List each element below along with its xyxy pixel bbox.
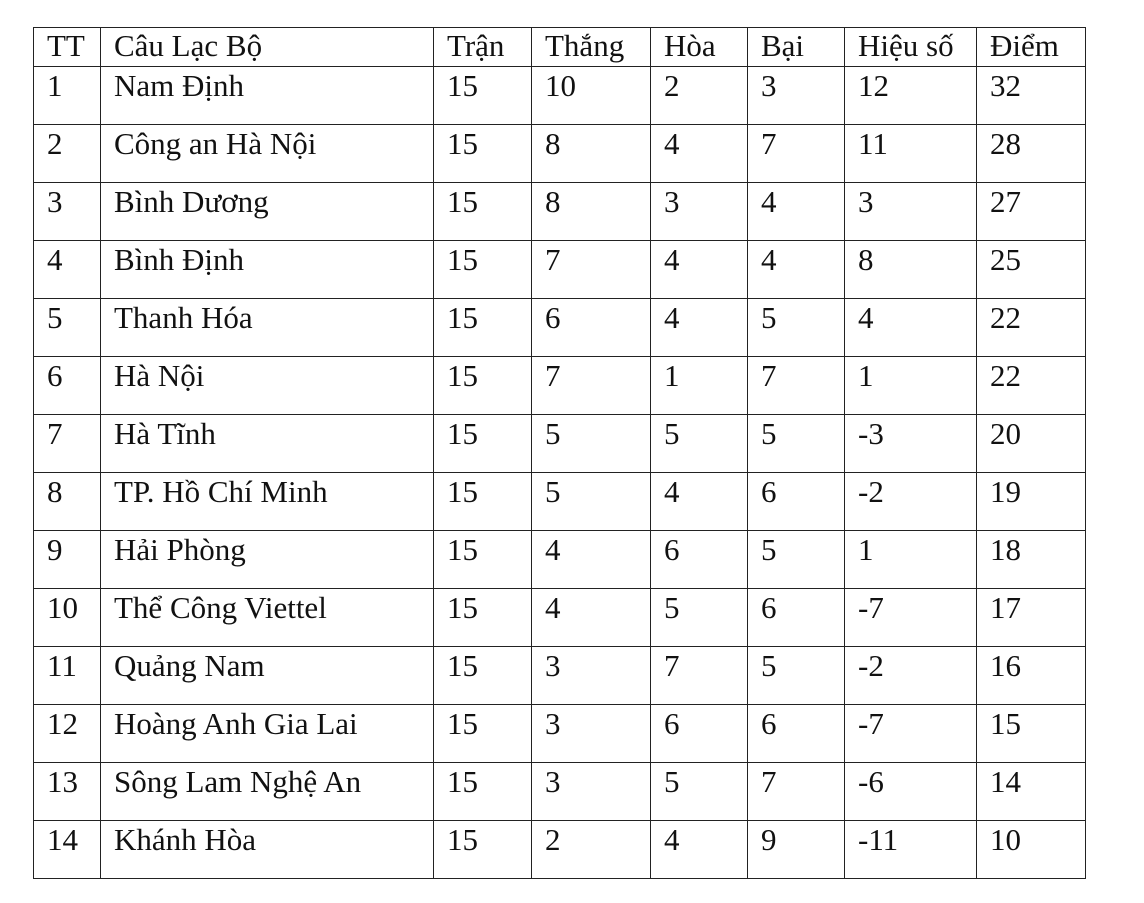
played-cell: 15 [434,357,532,415]
goal-difference-cell: 4 [845,299,977,357]
column-header-wins: Thắng [532,28,651,67]
points-cell: 15 [977,705,1086,763]
points-cell: 20 [977,415,1086,473]
club-cell: Thanh Hóa [101,299,434,357]
losses-cell: 4 [748,183,845,241]
wins-cell: 7 [532,357,651,415]
points-cell: 10 [977,821,1086,879]
draws-cell: 6 [651,705,748,763]
rank-cell: 14 [34,821,101,879]
draws-cell: 6 [651,531,748,589]
points-cell: 14 [977,763,1086,821]
wins-cell: 5 [532,415,651,473]
club-cell: Công an Hà Nội [101,125,434,183]
column-header-draws: Hòa [651,28,748,67]
wins-cell: 5 [532,473,651,531]
played-cell: 15 [434,67,532,125]
column-header-rank: TT [34,28,101,67]
draws-cell: 3 [651,183,748,241]
column-header-club: Câu Lạc Bộ [101,28,434,67]
played-cell: 15 [434,183,532,241]
goal-difference-cell: -3 [845,415,977,473]
wins-cell: 6 [532,299,651,357]
losses-cell: 7 [748,125,845,183]
draws-cell: 4 [651,473,748,531]
column-header-points: Điểm [977,28,1086,67]
wins-cell: 4 [532,531,651,589]
rank-cell: 8 [34,473,101,531]
losses-cell: 6 [748,705,845,763]
club-cell: Hoàng Anh Gia Lai [101,705,434,763]
table-body [34,67,1086,879]
table-row [34,125,1086,183]
club-cell: Quảng Nam [101,647,434,705]
draws-cell: 4 [651,299,748,357]
rank-cell: 1 [34,67,101,125]
points-cell: 18 [977,531,1086,589]
draws-cell: 2 [651,67,748,125]
club-cell: Sông Lam Nghệ An [101,763,434,821]
table-row [34,67,1086,125]
wins-cell: 3 [532,647,651,705]
points-cell: 22 [977,299,1086,357]
table-row [34,415,1086,473]
table-row [34,589,1086,647]
played-cell: 15 [434,821,532,879]
wins-cell: 7 [532,241,651,299]
club-cell: Hải Phòng [101,531,434,589]
table-row [34,299,1086,357]
table-row [34,705,1086,763]
wins-cell: 2 [532,821,651,879]
table-row [34,183,1086,241]
club-cell: Khánh Hòa [101,821,434,879]
table-row [34,763,1086,821]
goal-difference-cell: -2 [845,647,977,705]
wins-cell: 8 [532,125,651,183]
losses-cell: 9 [748,821,845,879]
table-row [34,531,1086,589]
wins-cell: 8 [532,183,651,241]
rank-cell: 12 [34,705,101,763]
goal-difference-cell: 11 [845,125,977,183]
draws-cell: 4 [651,241,748,299]
played-cell: 15 [434,125,532,183]
table-row [34,647,1086,705]
club-cell: TP. Hồ Chí Minh [101,473,434,531]
losses-cell: 4 [748,241,845,299]
goal-difference-cell: 8 [845,241,977,299]
played-cell: 15 [434,415,532,473]
draws-cell: 4 [651,821,748,879]
table-row [34,821,1086,879]
rank-cell: 2 [34,125,101,183]
wins-cell: 3 [532,763,651,821]
rank-cell: 4 [34,241,101,299]
losses-cell: 5 [748,647,845,705]
losses-cell: 7 [748,763,845,821]
club-cell: Bình Định [101,241,434,299]
table-row [34,357,1086,415]
draws-cell: 5 [651,415,748,473]
played-cell: 15 [434,589,532,647]
goal-difference-cell: -7 [845,589,977,647]
losses-cell: 5 [748,531,845,589]
points-cell: 17 [977,589,1086,647]
wins-cell: 4 [532,589,651,647]
rank-cell: 6 [34,357,101,415]
goal-difference-cell: -11 [845,821,977,879]
draws-cell: 4 [651,125,748,183]
table-row [34,241,1086,299]
table-row [34,473,1086,531]
points-cell: 32 [977,67,1086,125]
played-cell: 15 [434,647,532,705]
draws-cell: 5 [651,589,748,647]
rank-cell: 7 [34,415,101,473]
rank-cell: 3 [34,183,101,241]
goal-difference-cell: 1 [845,531,977,589]
rank-cell: 9 [34,531,101,589]
goal-difference-cell: 3 [845,183,977,241]
goal-difference-cell: -7 [845,705,977,763]
column-header-goal-difference: Hiệu số [845,28,977,67]
draws-cell: 1 [651,357,748,415]
club-cell: Nam Định [101,67,434,125]
points-cell: 25 [977,241,1086,299]
losses-cell: 5 [748,299,845,357]
goal-difference-cell: 12 [845,67,977,125]
column-header-played: Trận [434,28,532,67]
points-cell: 16 [977,647,1086,705]
losses-cell: 3 [748,67,845,125]
points-cell: 22 [977,357,1086,415]
losses-cell: 6 [748,473,845,531]
wins-cell: 3 [532,705,651,763]
goal-difference-cell: 1 [845,357,977,415]
goal-difference-cell: -6 [845,763,977,821]
club-cell: Bình Dương [101,183,434,241]
club-cell: Hà Tĩnh [101,415,434,473]
rank-cell: 13 [34,763,101,821]
played-cell: 15 [434,299,532,357]
wins-cell: 10 [532,67,651,125]
losses-cell: 6 [748,589,845,647]
points-cell: 28 [977,125,1086,183]
points-cell: 19 [977,473,1086,531]
played-cell: 15 [434,705,532,763]
column-header-losses: Bại [748,28,845,67]
goal-difference-cell: -2 [845,473,977,531]
played-cell: 15 [434,763,532,821]
draws-cell: 5 [651,763,748,821]
losses-cell: 5 [748,415,845,473]
losses-cell: 7 [748,357,845,415]
draws-cell: 7 [651,647,748,705]
rank-cell: 10 [34,589,101,647]
table-header [34,28,1086,67]
played-cell: 15 [434,473,532,531]
points-cell: 27 [977,183,1086,241]
club-cell: Hà Nội [101,357,434,415]
standings-table [33,27,1086,879]
header-row [34,28,1086,67]
played-cell: 15 [434,241,532,299]
rank-cell: 5 [34,299,101,357]
club-cell: Thể Công Viettel [101,589,434,647]
played-cell: 15 [434,531,532,589]
rank-cell: 11 [34,647,101,705]
